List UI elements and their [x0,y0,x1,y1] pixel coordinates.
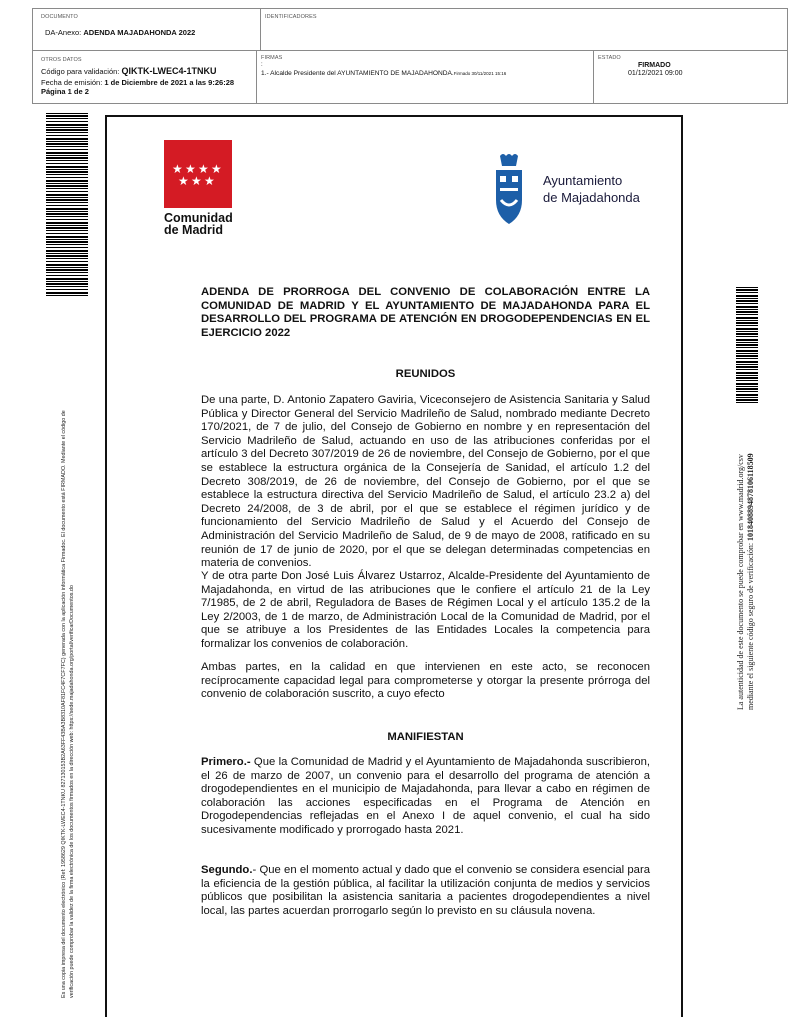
segundo-label: Segundo. [201,864,253,876]
documento-label: DOCUMENTO [41,14,78,20]
manifiestan-heading: MANIFIESTAN [387,731,464,743]
comunidad-madrid-wordmark [164,212,233,236]
firmas-colon: : [261,62,263,68]
paragraph-reunidos-3: Ambas partes, en la calidad en que intervienen en este acto, se reconocen recíprocamente capacidad legal para comprometerse y otorgar la presente prórroga del convenio de colaboración suscrito, a cuyo efecto [201,661,650,701]
reunidos-heading: REUNIDOS [395,368,456,380]
firmas-label: FIRMAS [261,55,283,61]
identificadores-cell [260,9,787,50]
document-title: ADENDA DE PRORROGA DEL CONVENIO DE COLABORACIÓN ENTRE LA COMUNIDAD DE MADRID Y EL AYUNTAMIENTO DE MAJADAHONDA PARA EL DESARROLLO DEL PROGRAMA DE ATENCIÓN EN DROGODEPENDENCIAS EN EL EJERCICIO 2022 [201,286,650,339]
paragraph-reunidos-1: De una parte, D. Antonio Zapatero Gaviria, Viceconsejero de Asistencia Sanitaria y Salud Pública y Director General del Servicio Madrileño de Salud, nombrado mediante Decreto 170/2021, de 7 de julio, del Consejo de Gobierno en nombre y en representación del Servicio Madrileño de Salud, actuando en uso de las atribuciones conferidas por el artículo 3 del Decreto 307/2019 de 26 de noviembre, del Consejo de Gobierno, por el que se establece la estructura orgánica de la Consejería de Sanidad, el artículo 1.2 del Decreto 308/2019, de 26 de noviembre, del Consejo de Gobierno, por el que se establece la estructura directiva del Servicio Madrileño de Salud, el artículo 23.2 a) del Decreto 24/2008, de 3 de abril, por el que se establece el régimen jurídico y de funcionamiento del Servicio Madrileño de Salud y el Acuerdo del Consejo de Administración del Servicio Madrileño de Salud, de 9 de mayo de 2008, ratificado en su reunión de 17 de junio de 2020, por el que se delegan determinadas competencias en materia de convenios. [201,394,650,570]
estado-date: 01/12/2021 09:00 [628,70,683,77]
estado-value: FIRMADO [638,62,671,69]
paragraph-primero [201,756,650,838]
codigo-validacion: Código para validación: QIKTK-LWEC4-1TNKU [41,66,217,76]
identificadores-label: IDENTIFICADORES [265,14,317,20]
barcode-right [736,287,758,405]
primero-label: Primero.- [201,756,251,768]
header-top-row [32,8,788,51]
csv-line2: mediante el siguiente código seguro de verificación: 1018408894878106118509 [746,453,755,710]
fecha-emision: Fecha de emisión: 1 de Diciembre de 2021 a las 9:26:28 [41,78,235,87]
pagina-indicator: Página 1 de 2 [41,87,89,96]
documento-cell [33,9,260,50]
firma-entry-1: 1.- Alcalde Presidente del AYUNTAMIENTO DE MAJADAHONDA.Firmado 30/11/2021 15:16 [261,70,507,77]
ayuntamiento-wordmark [543,172,640,206]
cm-line2: de Madrid [164,223,224,237]
ay-line2: de Majadahonda [543,190,640,205]
majadahonda-crest-icon [488,152,530,228]
side-note-left-line2: verificación puede comprobar la validez de la firma electrónica de los documentos firmados en la dirección web: https://sede.majadahonda.org/portal/verificarDocumentos.do [68,585,75,998]
header-bottom-row [32,51,788,104]
codigo-validacion-value: QIKTK-LWEC4-1TNKU [121,66,217,76]
barcode-left [46,113,88,297]
documento-value: DA-Anexo: ADENDA MAJADAHONDA 2022 [45,28,196,37]
primero-text: Que la Comunidad de Madrid y el Ayuntamiento de Majadahonda suscribieron, el 26 de marzo de 2007, un convenio para el desarrollo del programa de atención a drogodependientes en el municipio de Majadahonda, para llevar a cabo en régimen de colaboración las acciones especificadas en el Programa de Atención en Drogodependencias reflejadas en el Anexo I de aquel convenio, el cual ha sido sucesivamente modificado y prorrogado hasta 2021. [201,756,650,836]
otros-datos-cell [33,51,256,103]
segundo-text: - Que en el momento actual y dado que el convenio se considera esencial para la eficiencia de la gestión pública, al facilitar la utilización conjunta de medios y servicios públicos que posibilitan la asistencia sanitaria a pacientes drogodependientes a nivel local, las partes acuerdan prorrogarlo según lo previsto en su cláusula novena. [201,864,650,917]
csv-verification-note [736,453,756,710]
otros-datos-label: OTROS DATOS [41,57,82,63]
comunidad-madrid-flag-logo: ★ ★ ★ ★ ★ ★ ★ [164,140,232,208]
firmas-cell [256,51,593,103]
side-note-left-line1: Es una copia impresa del documento electrónico (Ref: 1958629 QIKTK-LWEC4-1TNKU 827130153B2A63FF43BA3B8310AF81FC4F7CF7FC) generada con la aplicación informática Firmadoc. El documento está FIRMADO. Mediante el código de [61,410,67,998]
cm-line1: Comunidad [164,211,233,225]
paragraph-reunidos-2: Y de otra parte Don José Luis Álvarez Ustarroz, Alcalde-Presidente del Ayuntamiento de Majadahonda, en virtud de las atribuciones que le confiere el artículo 21 de la Ley 7/1985, de 2 de abril, Reguladora de Bases de Régimen Local y el artículo 135.2 de la Ley 2/2003, de 1 de marzo, de Administración Local de la Comunidad de Madrid, por el que se atribuye a los Presidentes de las Entidades Locales la competencia para formalizar los convenios de colaboración. [201,570,650,650]
side-note-left [61,410,76,998]
estado-label: ESTADO [598,55,621,61]
csv-code: 1018408894878106118509 [746,453,755,541]
ay-line1: Ayuntamiento [543,173,623,188]
paragraph-segundo [201,864,650,918]
csv-line1: La autenticidad de este documento se puede comprobar en www.madrid.org/csv [736,454,745,710]
estado-cell [593,51,787,103]
